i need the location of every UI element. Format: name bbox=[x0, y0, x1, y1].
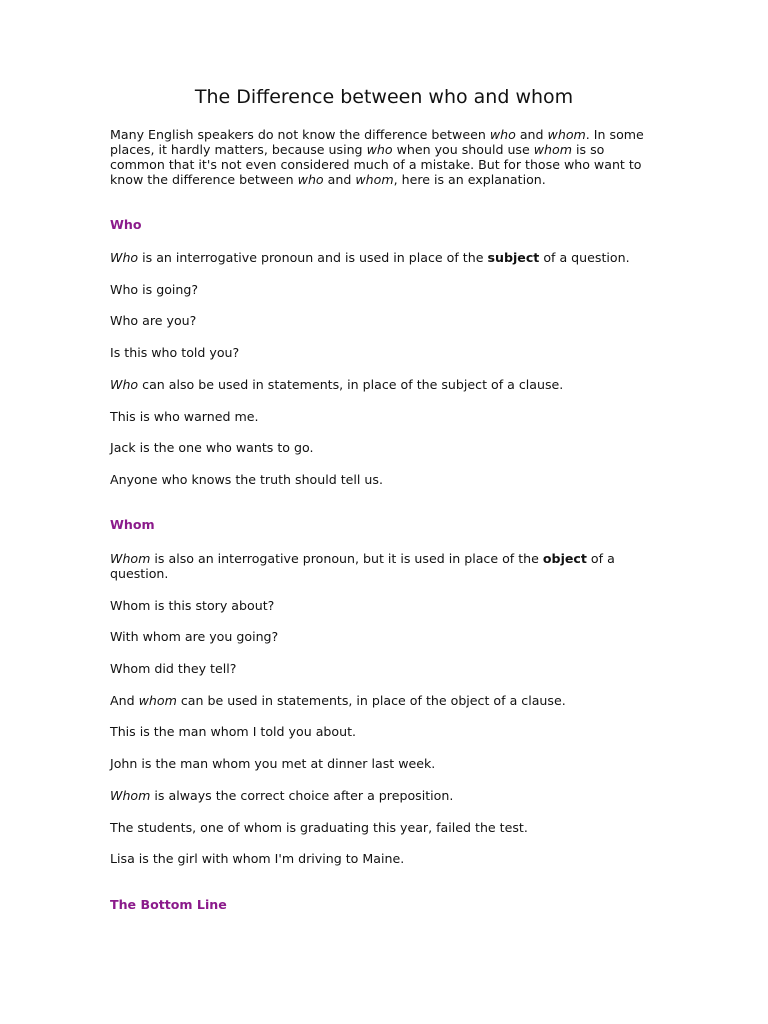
definition-text: is an interrogative pronoun and is used in place of the bbox=[138, 250, 488, 265]
whom-preposition-note bbox=[110, 788, 650, 803]
who-statement-note bbox=[110, 377, 650, 392]
term: Who bbox=[110, 250, 139, 265]
whom-statement-note bbox=[110, 693, 650, 708]
example-sentence: The students, one of whom is graduating this year, failed the test. bbox=[110, 820, 528, 835]
note-text: And bbox=[110, 693, 139, 708]
intro-paragraph bbox=[110, 127, 650, 187]
example-sentence: With whom are you going? bbox=[110, 629, 279, 644]
definition-text: of a question. bbox=[110, 551, 615, 581]
example-sentence: Whom did they tell? bbox=[110, 661, 237, 676]
whom-definition bbox=[110, 551, 640, 581]
example-sentence: Lisa is the girl with whom I'm driving to Maine. bbox=[110, 851, 405, 866]
term: Whom bbox=[110, 551, 151, 566]
intro-text: . In some places, it hardly matters, because using bbox=[110, 127, 644, 157]
definition-text: of a question. bbox=[539, 250, 630, 265]
example-sentence: Jack is the one who wants to go. bbox=[110, 440, 314, 455]
example-sentence: Who is going? bbox=[110, 282, 199, 297]
definition-text: is also an interrogative pronoun, but it is used in place of the bbox=[150, 551, 543, 566]
intro-term: who bbox=[297, 172, 324, 187]
intro-term: whom bbox=[355, 172, 394, 187]
intro-text: when you should use bbox=[392, 142, 534, 157]
intro-text: Many English speakers do not know the difference between bbox=[110, 127, 490, 142]
intro-term: who bbox=[366, 142, 393, 157]
section-heading-bottom-line: The Bottom Line bbox=[110, 897, 227, 912]
keyword: subject bbox=[487, 250, 540, 265]
note-text: can be used in statements, in place of the object of a clause. bbox=[176, 693, 566, 708]
example-sentence: Is this who told you? bbox=[110, 345, 240, 360]
who-definition bbox=[110, 250, 650, 265]
term: Whom bbox=[110, 788, 151, 803]
note-text: can also be used in statements, in place of the subject of a clause. bbox=[138, 377, 564, 392]
term: whom bbox=[138, 693, 177, 708]
intro-text: and bbox=[323, 172, 356, 187]
example-sentence: Anyone who knows the truth should tell us. bbox=[110, 472, 383, 487]
note-text: is always the correct choice after a preposition. bbox=[150, 788, 454, 803]
intro-term: whom bbox=[533, 142, 573, 157]
intro-term: who bbox=[489, 127, 516, 142]
example-sentence: Whom is this story about? bbox=[110, 598, 275, 613]
term: Who bbox=[110, 377, 139, 392]
section-heading-whom: Whom bbox=[110, 517, 155, 532]
example-sentence: This is the man whom I told you about. bbox=[110, 724, 357, 739]
example-sentence: This is who warned me. bbox=[110, 409, 259, 424]
intro-term: whom bbox=[547, 127, 586, 142]
keyword: object bbox=[542, 551, 587, 566]
intro-text: and bbox=[515, 127, 548, 142]
example-sentence: Who are you? bbox=[110, 313, 197, 328]
intro-text: is so common that it's not even considered much of a mistake. But for those who want to know the difference between bbox=[110, 142, 642, 187]
page-title: The Difference between who and whom bbox=[194, 86, 574, 108]
section-heading-who: Who bbox=[110, 217, 142, 232]
example-sentence: John is the man whom you met at dinner last week. bbox=[110, 756, 436, 771]
intro-text: , here is an explanation. bbox=[393, 172, 546, 187]
